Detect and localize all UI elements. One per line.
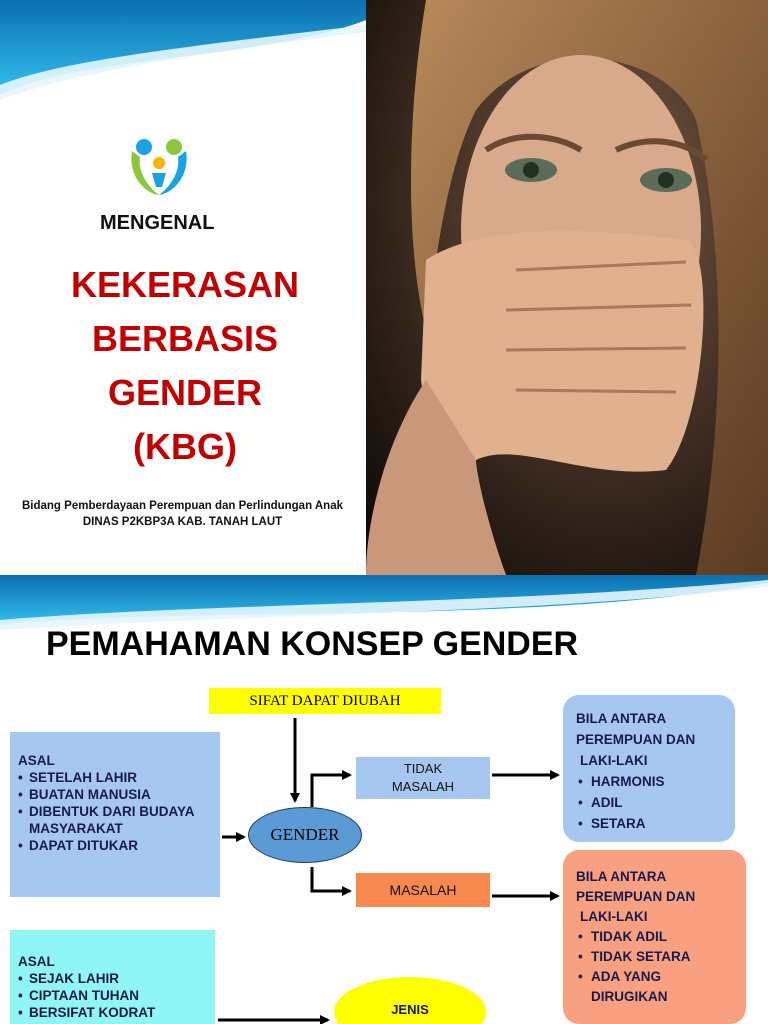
tidak-masalah-box (356, 757, 490, 799)
title-line: BERBASIS (91, 318, 279, 359)
asal-kodrat-box (10, 930, 215, 1024)
list-item: • ADIL (576, 792, 735, 813)
list-item: • DAPAT DITUKAR (18, 837, 212, 854)
result-line: PEREMPUAN DAN (576, 732, 696, 747)
wave-header-decoration (0, 0, 366, 110)
asal-heading: ASAL (18, 753, 55, 768)
slide-title: PEMAHAMAN KONSEP GENDER (46, 625, 579, 663)
title-line: KEKERASAN (70, 264, 300, 305)
list-item: • BERSIFAT KODRAT (18, 1004, 207, 1021)
list-item: • CIPTAAN TUHAN (18, 987, 207, 1004)
list-item: • TIDAK ADIL (576, 927, 746, 947)
cover-title (40, 258, 330, 474)
org-line: Bidang Pemberdayaan Perempuan dan Perlindungan Anak (21, 500, 343, 512)
result-ok-box (563, 695, 735, 842)
ministry-logo (124, 135, 194, 199)
list-item: • SEJAK LAHIR (18, 970, 207, 987)
result-line: LAKI-LAKI (580, 753, 648, 768)
title-line: GENDER (107, 372, 263, 413)
result-line: BILA ANTARA (576, 711, 667, 726)
result-line: BILA ANTARA (576, 869, 667, 884)
list-item: • SETELAH LAHIR (18, 769, 212, 786)
jenis-ellipse: JENIS (334, 977, 486, 1024)
asal-gender-box (10, 732, 220, 897)
sifat-label: SIFAT DAPAT DIUBAH (209, 688, 441, 714)
list-item: • SETARA (576, 813, 735, 834)
intro-label: MENGENAL (100, 212, 215, 234)
list-item: • TIDAK SETARA (576, 947, 746, 967)
asal-heading: ASAL (18, 954, 55, 969)
title-line: (KBG) (133, 426, 237, 467)
result-line: LAKI-LAKI (580, 909, 648, 924)
org-line: DINAS P2KBP3A KAB. TANAH LAUT (82, 516, 283, 528)
cover-photo (366, 0, 768, 575)
result-bad-box (563, 850, 746, 1024)
organization-credit (0, 498, 365, 530)
concept-slide (0, 575, 768, 1024)
list-item: • DIBENTUK DARI BUDAYA MASYARAKAT (18, 803, 212, 837)
gender-ellipse: GENDER (248, 807, 362, 863)
masalah-box: MASALAH (356, 873, 490, 907)
list-item: • BUATAN MANUSIA (18, 786, 212, 803)
tidak-line: MASALAH (391, 779, 455, 794)
list-item: • ADA YANG DIRUGIKAN (576, 967, 721, 1007)
tidak-line: TIDAK (403, 761, 443, 776)
result-line: PEREMPUAN DAN (576, 889, 696, 904)
list-item: • HARMONIS (576, 771, 735, 792)
